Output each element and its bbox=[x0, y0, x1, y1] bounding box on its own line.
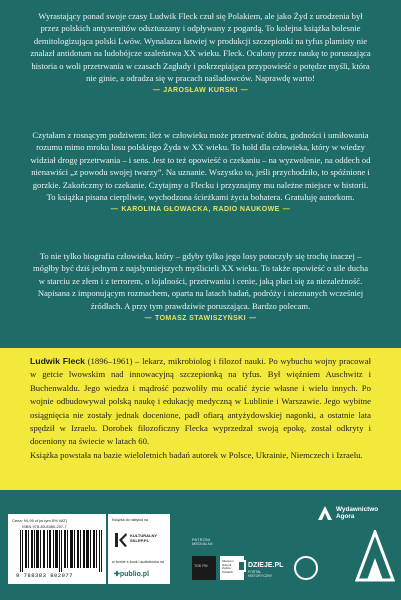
review-author: — KAROLINA GŁOWACKA, RADIO NAUKOWE — bbox=[110, 206, 291, 214]
barcode-panel bbox=[8, 514, 106, 584]
kulturalny-sklep-panel bbox=[108, 514, 170, 584]
back-cover-footer bbox=[0, 490, 401, 600]
isbn-label: ISBN 978-83-8380-207-7 bbox=[22, 524, 67, 529]
review-author: — JAROSŁAW KURSKI — bbox=[152, 87, 249, 95]
author-name: Ludwik Fleck bbox=[30, 356, 85, 366]
review-text: To nie tylko biografia człowieka, który – gdyby tylko jego losy potoczyły się trochę inaczej – mógłby być dziś jednym z najsłynniejszych myślicieli XX wieku. To także opowieść o sile ducha w starciu ze złem i z terrorem, o lojalności, przetrwaniu i cenie, jaką płaci się za niezależność. Napisana z imponującym rozmachem, oparta na latach badań, podróży i nieznanych wcześniej źródłach. A przy tym prawdziwie poruszająca. Bardzo polecam. bbox=[32, 251, 369, 311]
author-bio-section bbox=[0, 348, 401, 490]
circle-patron-logo-icon bbox=[294, 556, 318, 580]
barcode-icon bbox=[20, 530, 102, 572]
review-3 bbox=[30, 250, 371, 322]
review-text: Czytałam z rosnącym podziwem: ileż w człowieku może przetrwać dobra, godności i umiłowania rozumu mimo mroku losu polskiego Żyda w XX wieku. To hołd dla człowieka, który w wiedzy widział drogę przetrwania – i sens. Jest to też opowieść o czekaniu – na wyzwolenie, na oddech od nienawiści „z powodu swojej twarzy”. Na uznanie. Wszystko to, jeśli przychodziło, to spóźnione i gorzkie. Zakończmy to czekanie. Czytajmy o Flecku i przyznajmy mu należne miejsce w historii. To książka pisana cierpliwie, wychodzona ścieżkami życia bohatera. Gratuluję autorkom. bbox=[30, 130, 371, 203]
review-text: Wyrastający ponad swoje czasy Ludwik Fleck czuł się Polakiem, ale jako Żyd z urodzenia był przez polskich antysemitów odsztuszany i odpływany z pogardą. To kolejna książka bolesnie demitologizująca polski Lwów. Wynalazca łatwiej w produkcji szczepionki na tyfus plamisty nie znalazł antidotum na ludobójcze szaleństwa XX wieku. Fleck. Ocalony przez naukę to poruszająca historia o woli przetrwania w czasach Zagłady i pokrzepiająca przypowieść o potędze myśli, która nie ginie, a odradza się w pracach naśladowców. Naprawdę warto! bbox=[30, 11, 371, 84]
dzieje-mark-icon bbox=[237, 560, 246, 572]
tokfm-logo: TOK FM bbox=[192, 556, 216, 580]
publio-logo: ✚publio.pl bbox=[114, 571, 150, 578]
author-bio: Ludwik Fleck (1896–1961) – lekarz, mikrobiolog i filozof nauki. Po wybuchu wojny pracował w getcie lwowskim nad innowacyjną szczepionką na tyfus. Był więźniem Auschwitz i Buchenwaldu. Jego wiedza i mądrość pozwoliły mu ocalić życie własne i wielu innych. Po wojnie odbudowywał polską naukę i edukację medyczną w Lublinie i Warszawie. Jego wybitne osiągnięcia nie zostały jednak docenione, padł ofiarą antyżydowskiej nagonki, a ostatnie lata spędził w Izraelu. Dorobek filozoficzny Flecka wyprzedzał swoją epokę, został odkryty i doceniony na świecie w latach 60. bbox=[30, 356, 371, 447]
agora-logo-icon bbox=[318, 506, 332, 520]
publisher-name: Wydawnictwo Agora bbox=[336, 506, 379, 520]
ks-name: KULTURALNY SKLEP.PL bbox=[130, 533, 158, 543]
ks-title: Książka do nabycia na bbox=[112, 518, 148, 522]
review-author: — TOMASZ STAWISZYŃSKI — bbox=[144, 315, 257, 323]
book-note: Książka powstała na bazie wieloletnich badań autorek w Polsce, Ukrainie, Niemczech i Izraelu. bbox=[30, 449, 363, 460]
barcode-number: 9 788383 802077 bbox=[16, 572, 74, 579]
media-patrons-label: PATRONI MEDIALNI: bbox=[192, 538, 214, 547]
kulturalny-sklep-logo-icon bbox=[114, 532, 128, 548]
dzieje-logo: DZIEJE.PL bbox=[248, 562, 284, 569]
dzieje-subtitle: PORTAL HISTORYCZNY bbox=[248, 570, 273, 578]
review-1 bbox=[30, 10, 371, 120]
polin-museum-logo: Muzeum Historii Żydów Polskich bbox=[220, 556, 244, 580]
ebook-note: w formie e-book i audiobooka na bbox=[112, 560, 164, 564]
price-label: Cena: 94,99 zł (w tym 5% VAT) bbox=[12, 518, 68, 523]
review-2 bbox=[30, 129, 371, 241]
publisher-mountain-logo-icon bbox=[355, 530, 395, 582]
